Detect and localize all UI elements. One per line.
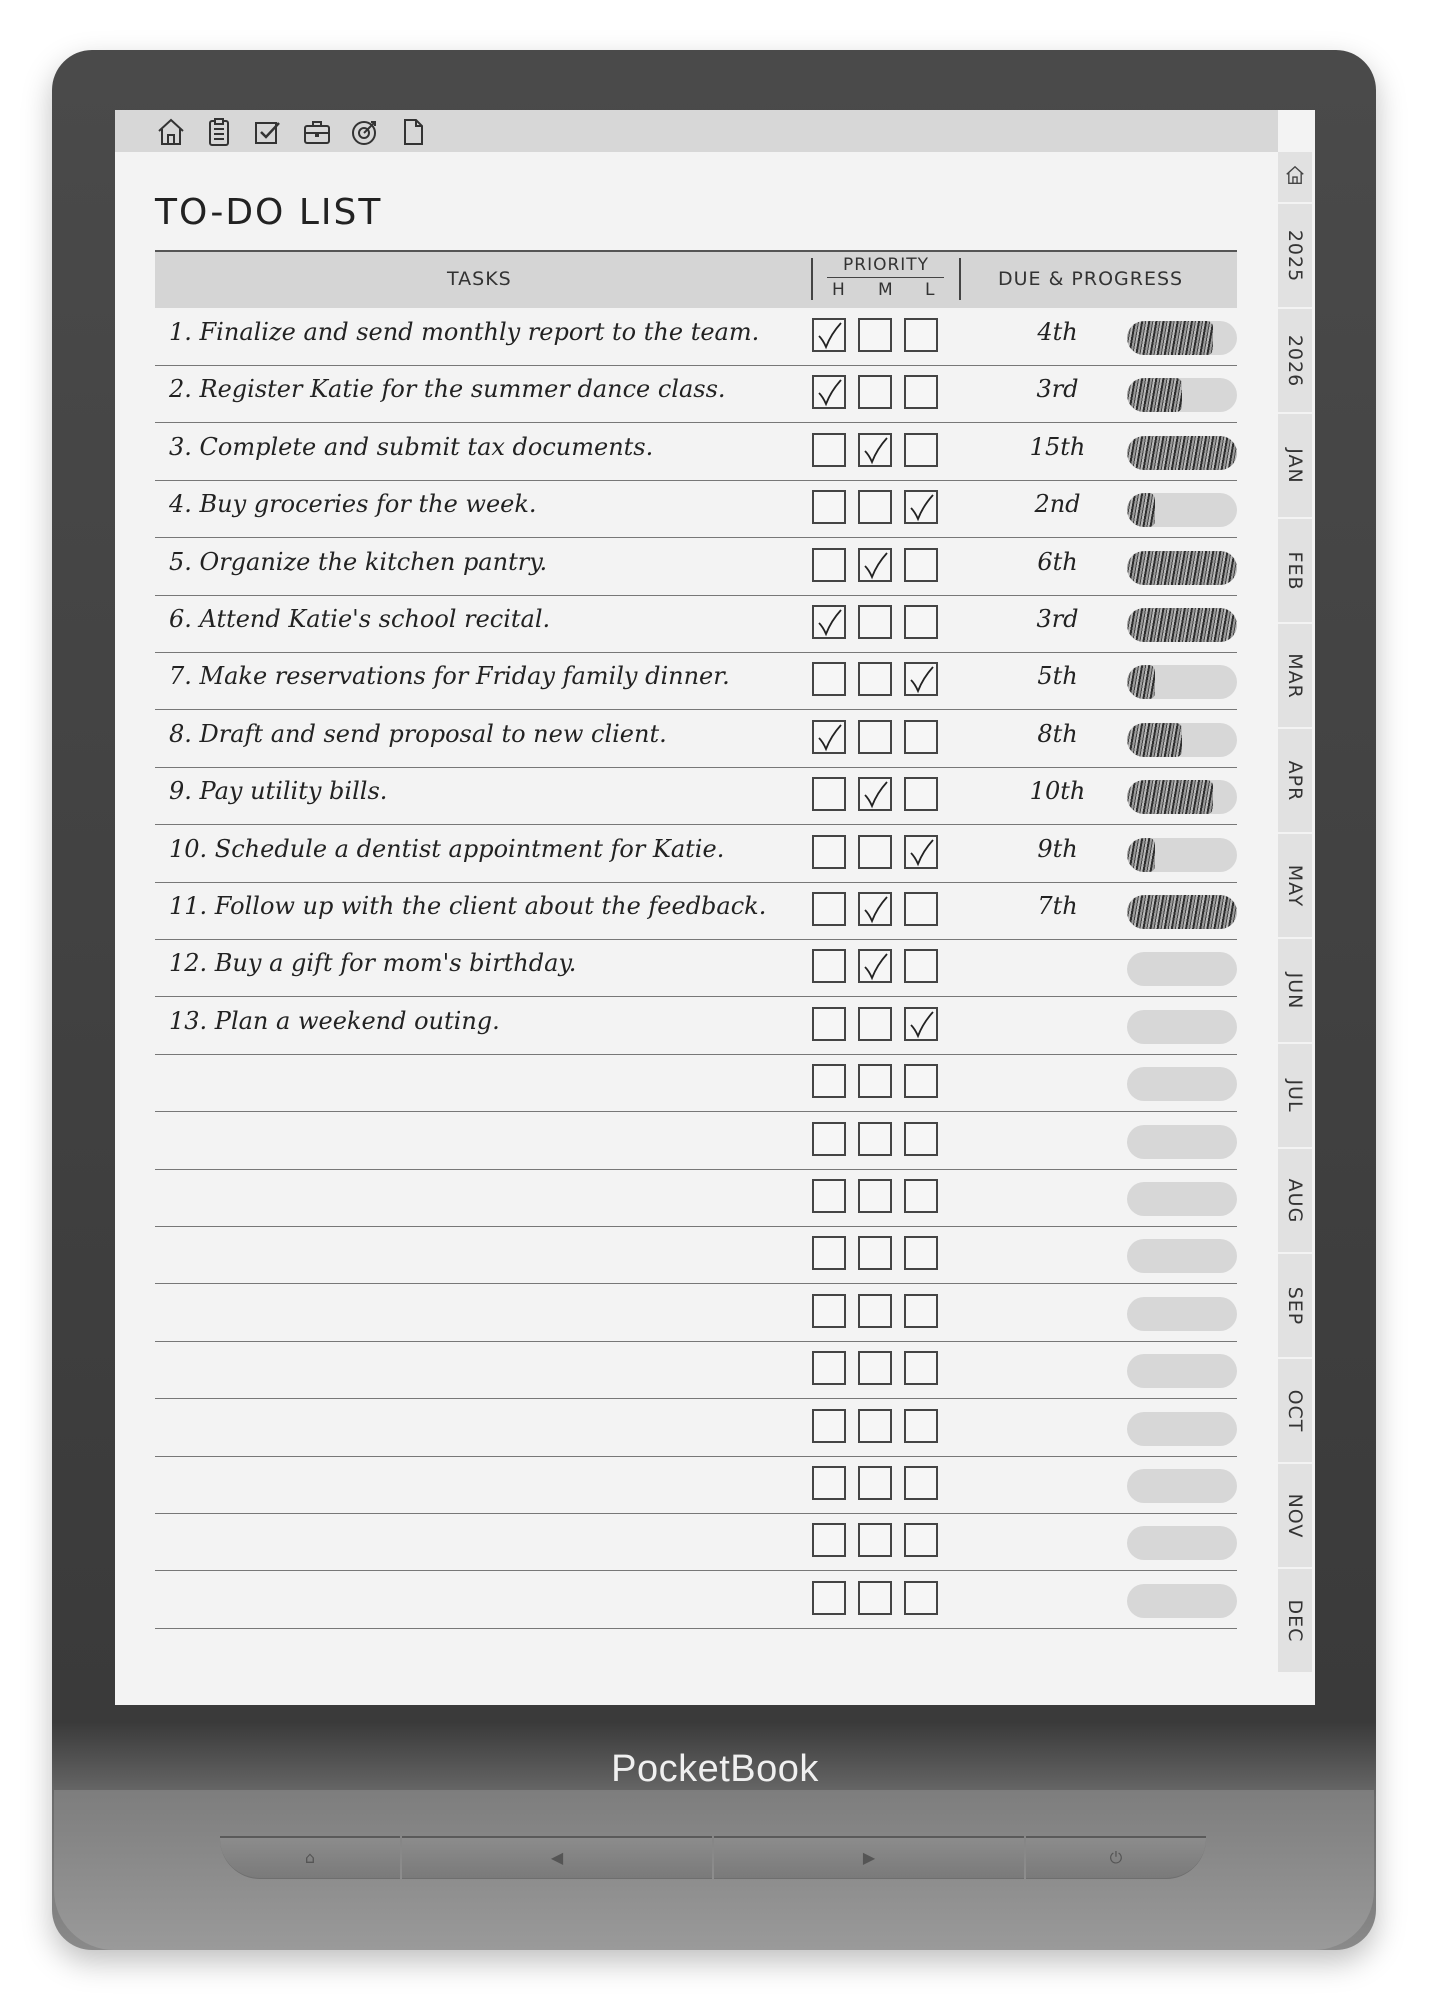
priority-l-checkbox[interactable] — [904, 777, 938, 811]
priority-h-checkbox[interactable] — [812, 777, 846, 811]
progress-bar[interactable] — [1127, 1125, 1237, 1159]
table-row — [155, 1226, 1237, 1284]
priority-header: PRIORITY — [843, 255, 930, 275]
priority-h-checkbox[interactable] — [812, 318, 846, 352]
check-mark-icon — [909, 666, 935, 694]
briefcase-icon[interactable] — [301, 116, 333, 148]
priority-underline — [827, 277, 944, 278]
side-tab-jun[interactable] — [1278, 939, 1312, 1044]
progress-bar[interactable] — [1127, 378, 1237, 412]
priority-m-checkbox[interactable] — [858, 662, 892, 696]
side-tab-feb[interactable] — [1278, 519, 1312, 624]
priority-m-checkbox[interactable] — [858, 1581, 892, 1615]
priority-l-checkbox[interactable] — [904, 1409, 938, 1443]
table-row — [155, 1513, 1237, 1571]
table-row — [155, 1456, 1237, 1514]
table-row — [155, 1341, 1237, 1399]
priority-h-checkbox[interactable] — [812, 1523, 846, 1557]
priority-m-checkbox[interactable] — [858, 375, 892, 409]
side-tab-oct[interactable] — [1278, 1359, 1312, 1464]
priority-l-checkbox[interactable] — [904, 1351, 938, 1385]
home-icon — [1284, 164, 1306, 186]
priority-l-checkbox[interactable] — [904, 835, 938, 869]
task-text[interactable]: 11. Follow up with the client about the feedback. — [169, 892, 767, 920]
check-mark-icon — [863, 437, 889, 465]
check-mark-icon — [817, 609, 843, 637]
priority-l-checkbox[interactable] — [904, 1466, 938, 1500]
priority-m-checkbox[interactable] — [858, 949, 892, 983]
priority-m-checkbox[interactable] — [858, 835, 892, 869]
progress-bar[interactable] — [1127, 1526, 1237, 1560]
side-tab-label: FEB — [1284, 551, 1306, 590]
brand-logo: PocketBook — [611, 1748, 819, 1790]
side-tab-label: APR — [1284, 760, 1306, 801]
priority-m-checkbox[interactable] — [858, 892, 892, 926]
side-tab-label: SEP — [1284, 1286, 1306, 1325]
due-date[interactable]: 8th — [1037, 719, 1078, 748]
check-mark-icon — [817, 724, 843, 752]
priority-l-checkbox[interactable] — [904, 1122, 938, 1156]
progress-bar[interactable] — [1127, 493, 1237, 527]
check-mark-icon — [817, 322, 843, 350]
due-date[interactable]: 9th — [1037, 834, 1078, 863]
progress-bar[interactable] — [1127, 1297, 1237, 1331]
due-date[interactable]: 7th — [1037, 892, 1078, 920]
header-divider — [811, 258, 813, 300]
task-text[interactable]: 10. Schedule a dentist appointment for Katie. — [169, 834, 725, 863]
priority-h-checkbox[interactable] — [812, 433, 846, 467]
priority-h-checkbox[interactable] — [812, 892, 846, 926]
page-title: TO-DO LIST — [155, 192, 383, 233]
progress-fill — [1127, 493, 1155, 527]
due-date[interactable]: 6th — [1037, 547, 1078, 576]
priority-m-checkbox[interactable] — [858, 1351, 892, 1385]
priority-h-checkbox[interactable] — [812, 1007, 846, 1041]
table-row — [155, 308, 1237, 366]
forward-hardware-button[interactable]: ▶ — [714, 1836, 1024, 1879]
priority-l-label: L — [925, 280, 936, 300]
check-mark-icon — [909, 494, 935, 522]
priority-m-checkbox[interactable] — [858, 1122, 892, 1156]
priority-h-checkbox[interactable] — [812, 949, 846, 983]
side-tab-label: JAN — [1284, 447, 1306, 484]
side-tab-label: OCT — [1284, 1389, 1306, 1432]
side-tab-home[interactable] — [1278, 152, 1312, 204]
side-tab-sep[interactable] — [1278, 1254, 1312, 1359]
check-mark-icon — [863, 781, 889, 809]
progress-bar[interactable] — [1127, 1239, 1237, 1273]
table-row — [155, 652, 1237, 710]
progress-bar[interactable] — [1127, 723, 1237, 757]
table-row — [155, 1169, 1237, 1227]
tasks-header: TASKS — [447, 268, 512, 290]
priority-h-checkbox[interactable] — [812, 375, 846, 409]
priority-l-checkbox[interactable] — [904, 892, 938, 926]
task-text[interactable]: 9. Pay utility bills. — [169, 777, 388, 806]
table-row — [155, 825, 1237, 883]
progress-bar[interactable] — [1127, 895, 1237, 929]
priority-h-checkbox[interactable] — [812, 605, 846, 639]
side-tab-may[interactable] — [1278, 834, 1312, 939]
priority-l-checkbox[interactable] — [904, 605, 938, 639]
table-row — [155, 939, 1237, 997]
due-date[interactable]: 5th — [1037, 662, 1078, 691]
due-date[interactable]: 3rd — [1036, 605, 1079, 633]
progress-fill — [1127, 608, 1237, 642]
due-date[interactable]: 4th — [1037, 318, 1078, 346]
progress-fill — [1127, 838, 1155, 872]
progress-fill — [1127, 780, 1213, 814]
priority-l-checkbox[interactable] — [904, 1581, 938, 1615]
table-row — [155, 538, 1237, 596]
priority-m-checkbox[interactable] — [858, 490, 892, 524]
table-row — [155, 423, 1237, 481]
priority-l-checkbox[interactable] — [904, 1236, 938, 1270]
priority-m-checkbox[interactable] — [858, 1236, 892, 1270]
progress-bar[interactable] — [1127, 1010, 1237, 1044]
priority-m-label: M — [878, 280, 894, 300]
progress-fill — [1127, 378, 1182, 412]
progress-bar[interactable] — [1127, 1182, 1237, 1216]
side-tab-jan[interactable] — [1278, 414, 1312, 519]
task-text[interactable]: 13. Plan a weekend outing. — [169, 1006, 500, 1035]
priority-l-checkbox[interactable] — [904, 1523, 938, 1557]
priority-h-checkbox[interactable] — [812, 662, 846, 696]
priority-l-checkbox[interactable] — [904, 318, 938, 352]
screen — [115, 110, 1315, 1705]
priority-h-checkbox[interactable] — [812, 1236, 846, 1270]
side-tab-label: DEC — [1284, 1599, 1306, 1642]
side-tabs — [1278, 152, 1315, 1672]
table-row — [155, 595, 1237, 653]
priority-l-checkbox[interactable] — [904, 1179, 938, 1213]
progress-bar[interactable] — [1127, 1067, 1237, 1101]
priority-l-checkbox[interactable] — [904, 662, 938, 696]
check-mark-icon — [909, 839, 935, 867]
priority-l-checkbox[interactable] — [904, 548, 938, 582]
side-tab-dec[interactable] — [1278, 1569, 1312, 1674]
side-tab-label: AUG — [1284, 1178, 1306, 1223]
progress-bar[interactable] — [1127, 608, 1237, 642]
priority-m-checkbox[interactable] — [858, 1007, 892, 1041]
side-tab-2026[interactable] — [1278, 309, 1312, 414]
task-text[interactable]: 3. Complete and submit tax documents. — [169, 432, 654, 461]
target-icon[interactable] — [349, 116, 381, 148]
priority-h-checkbox[interactable] — [812, 1064, 846, 1098]
priority-h-checkbox[interactable] — [812, 1409, 846, 1443]
priority-l-checkbox[interactable] — [904, 490, 938, 524]
task-text[interactable]: 1. Finalize and send monthly report to the team. — [169, 318, 760, 346]
table-row — [155, 767, 1237, 825]
side-tab-apr[interactable] — [1278, 729, 1312, 834]
progress-bar[interactable] — [1127, 665, 1237, 699]
progress-bar[interactable] — [1127, 952, 1237, 986]
progress-bar[interactable] — [1127, 436, 1237, 470]
priority-h-label: H — [832, 280, 846, 300]
priority-h-checkbox[interactable] — [812, 1294, 846, 1328]
side-tab-2025[interactable] — [1278, 204, 1312, 309]
task-text[interactable]: 5. Organize the kitchen pantry. — [169, 547, 548, 576]
progress-fill — [1127, 436, 1237, 470]
progress-bar[interactable] — [1127, 551, 1237, 585]
check-mark-icon — [817, 379, 843, 407]
priority-m-checkbox[interactable] — [858, 1409, 892, 1443]
side-tab-aug[interactable] — [1278, 1149, 1312, 1254]
check-mark-icon — [863, 896, 889, 924]
due-date[interactable]: 2nd — [1034, 490, 1081, 519]
side-tab-label: 2026 — [1284, 334, 1306, 387]
progress-bar[interactable] — [1127, 1354, 1237, 1388]
priority-l-checkbox[interactable] — [904, 1007, 938, 1041]
priority-m-checkbox[interactable] — [858, 605, 892, 639]
priority-h-checkbox[interactable] — [812, 835, 846, 869]
priority-l-checkbox[interactable] — [904, 375, 938, 409]
due-progress-header: DUE & PROGRESS — [998, 268, 1184, 290]
table-row — [155, 1112, 1237, 1170]
priority-l-checkbox[interactable] — [904, 433, 938, 467]
task-text[interactable]: 4. Buy groceries for the week. — [169, 490, 537, 519]
progress-fill — [1127, 723, 1182, 757]
priority-m-checkbox[interactable] — [858, 318, 892, 352]
checkbox-icon[interactable] — [251, 116, 283, 148]
priority-h-checkbox[interactable] — [812, 548, 846, 582]
progress-fill — [1127, 321, 1213, 355]
due-date[interactable]: 3rd — [1036, 375, 1079, 404]
priority-h-checkbox[interactable] — [812, 1581, 846, 1615]
table-row — [155, 1571, 1237, 1629]
task-text[interactable]: 7. Make reservations for Friday family dinner. — [169, 662, 730, 691]
top-toolbar — [115, 110, 1278, 152]
priority-m-checkbox[interactable] — [858, 1179, 892, 1213]
table-row — [155, 1399, 1237, 1457]
back-hardware-button[interactable]: ◀ — [402, 1836, 712, 1879]
priority-l-checkbox[interactable] — [904, 720, 938, 754]
priority-m-checkbox[interactable] — [858, 720, 892, 754]
side-tab-label: MAY — [1284, 864, 1306, 907]
check-mark-icon — [863, 552, 889, 580]
priority-h-checkbox[interactable] — [812, 1179, 846, 1213]
side-tab-label: NOV — [1284, 1493, 1306, 1538]
priority-m-checkbox[interactable] — [858, 777, 892, 811]
table-row — [155, 997, 1237, 1055]
check-mark-icon — [909, 1011, 935, 1039]
priority-m-checkbox[interactable] — [858, 1523, 892, 1557]
side-tab-label: 2025 — [1284, 229, 1306, 282]
side-tab-label: MAR — [1284, 652, 1306, 699]
side-tab-mar[interactable] — [1278, 624, 1312, 729]
table-row — [155, 710, 1237, 768]
priority-m-checkbox[interactable] — [858, 1466, 892, 1500]
priority-m-checkbox[interactable] — [858, 1294, 892, 1328]
priority-l-checkbox[interactable] — [904, 1294, 938, 1328]
progress-bar[interactable] — [1127, 838, 1237, 872]
progress-bar[interactable] — [1127, 780, 1237, 814]
priority-h-checkbox[interactable] — [812, 1466, 846, 1500]
check-mark-icon — [863, 953, 889, 981]
progress-bar[interactable] — [1127, 1584, 1237, 1618]
table-header — [155, 250, 1237, 308]
side-tab-label: JUL — [1284, 1078, 1306, 1113]
priority-h-checkbox[interactable] — [812, 490, 846, 524]
side-tab-nov[interactable] — [1278, 1464, 1312, 1569]
table-row — [155, 480, 1237, 538]
priority-m-checkbox[interactable] — [858, 433, 892, 467]
task-text[interactable]: 6. Attend Katie's school recital. — [169, 605, 551, 633]
progress-fill — [1127, 895, 1237, 929]
priority-h-checkbox[interactable] — [812, 1351, 846, 1385]
priority-l-checkbox[interactable] — [904, 949, 938, 983]
due-date[interactable]: 15th — [1029, 432, 1086, 461]
home-icon[interactable] — [155, 116, 187, 148]
side-tab-jul[interactable] — [1278, 1044, 1312, 1149]
home-hardware-button[interactable]: ⌂ — [220, 1836, 400, 1879]
progress-bar[interactable] — [1127, 1412, 1237, 1446]
priority-m-checkbox[interactable] — [858, 548, 892, 582]
task-text[interactable]: 12. Buy a gift for mom's birthday. — [169, 949, 577, 978]
progress-fill — [1127, 551, 1237, 585]
side-tab-label: JUN — [1284, 972, 1306, 1009]
priority-l-checkbox[interactable] — [904, 1064, 938, 1098]
table-row — [155, 365, 1237, 423]
task-text[interactable]: 2. Register Katie for the summer dance class. — [169, 375, 726, 404]
page-icon[interactable] — [397, 116, 429, 148]
priority-h-checkbox[interactable] — [812, 1122, 846, 1156]
priority-h-checkbox[interactable] — [812, 720, 846, 754]
table-row — [155, 1284, 1237, 1342]
clipboard-icon[interactable] — [203, 116, 235, 148]
due-date[interactable]: 10th — [1029, 777, 1086, 806]
progress-fill — [1127, 665, 1155, 699]
power-hardware-button[interactable]: ⏻ — [1026, 1836, 1206, 1879]
task-text[interactable]: 8. Draft and send proposal to new client. — [169, 719, 667, 748]
table-row — [155, 1054, 1237, 1112]
progress-bar[interactable] — [1127, 321, 1237, 355]
header-divider — [959, 258, 961, 300]
priority-m-checkbox[interactable] — [858, 1064, 892, 1098]
table-row — [155, 882, 1237, 940]
progress-bar[interactable] — [1127, 1469, 1237, 1503]
